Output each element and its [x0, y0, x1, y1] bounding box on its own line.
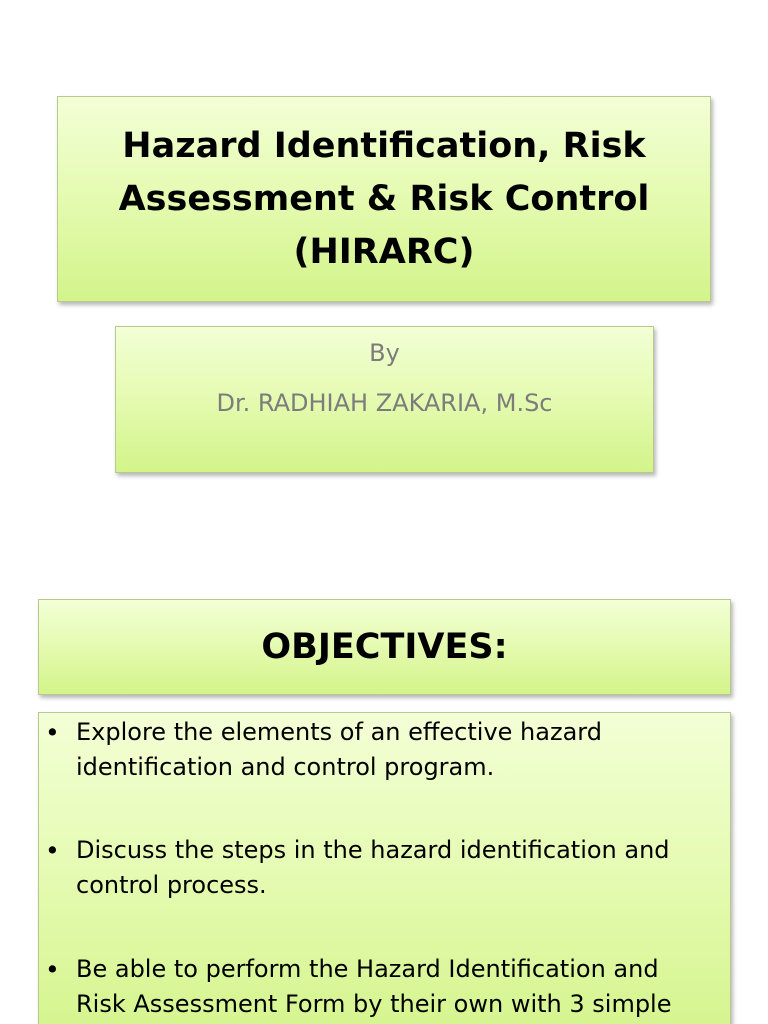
bullet-text — [76, 715, 726, 785]
byline-box — [115, 326, 654, 473]
objectives-heading-box — [38, 599, 731, 695]
list-item — [39, 715, 719, 787]
title-line-1: Hazard Identification, Risk — [122, 125, 646, 166]
bullet-line: Explore the elements of an effective hazard — [76, 718, 602, 746]
title-box — [57, 96, 711, 302]
bullet-text — [76, 833, 726, 903]
bullet-line: Risk Assessment Form by their own with 3 simple — [76, 990, 672, 1018]
bullet-line: control process. — [76, 871, 267, 899]
list-item — [39, 833, 719, 905]
bullet-icon: • — [45, 718, 60, 747]
list-item — [39, 952, 719, 1024]
title-line-3: (HIRARC) — [293, 231, 475, 272]
title-line-2: Assessment & Risk Control — [118, 178, 650, 219]
bullet-line: Discuss the steps in the hazard identification and — [76, 836, 670, 864]
bullet-text — [76, 952, 726, 1022]
objectives-content-box — [38, 712, 731, 1024]
by-label: By — [369, 339, 400, 367]
bullet-icon: • — [45, 836, 60, 865]
objectives-heading: OBJECTIVES: — [261, 627, 508, 667]
bullet-line: Be able to perform the Hazard Identification and — [76, 955, 659, 983]
bullet-line: identification and control program. — [76, 753, 495, 781]
bullet-icon: • — [45, 955, 60, 984]
author-name: Dr. RADHIAH ZAKARIA, M.Sc — [216, 389, 553, 417]
slide-title — [104, 120, 664, 279]
